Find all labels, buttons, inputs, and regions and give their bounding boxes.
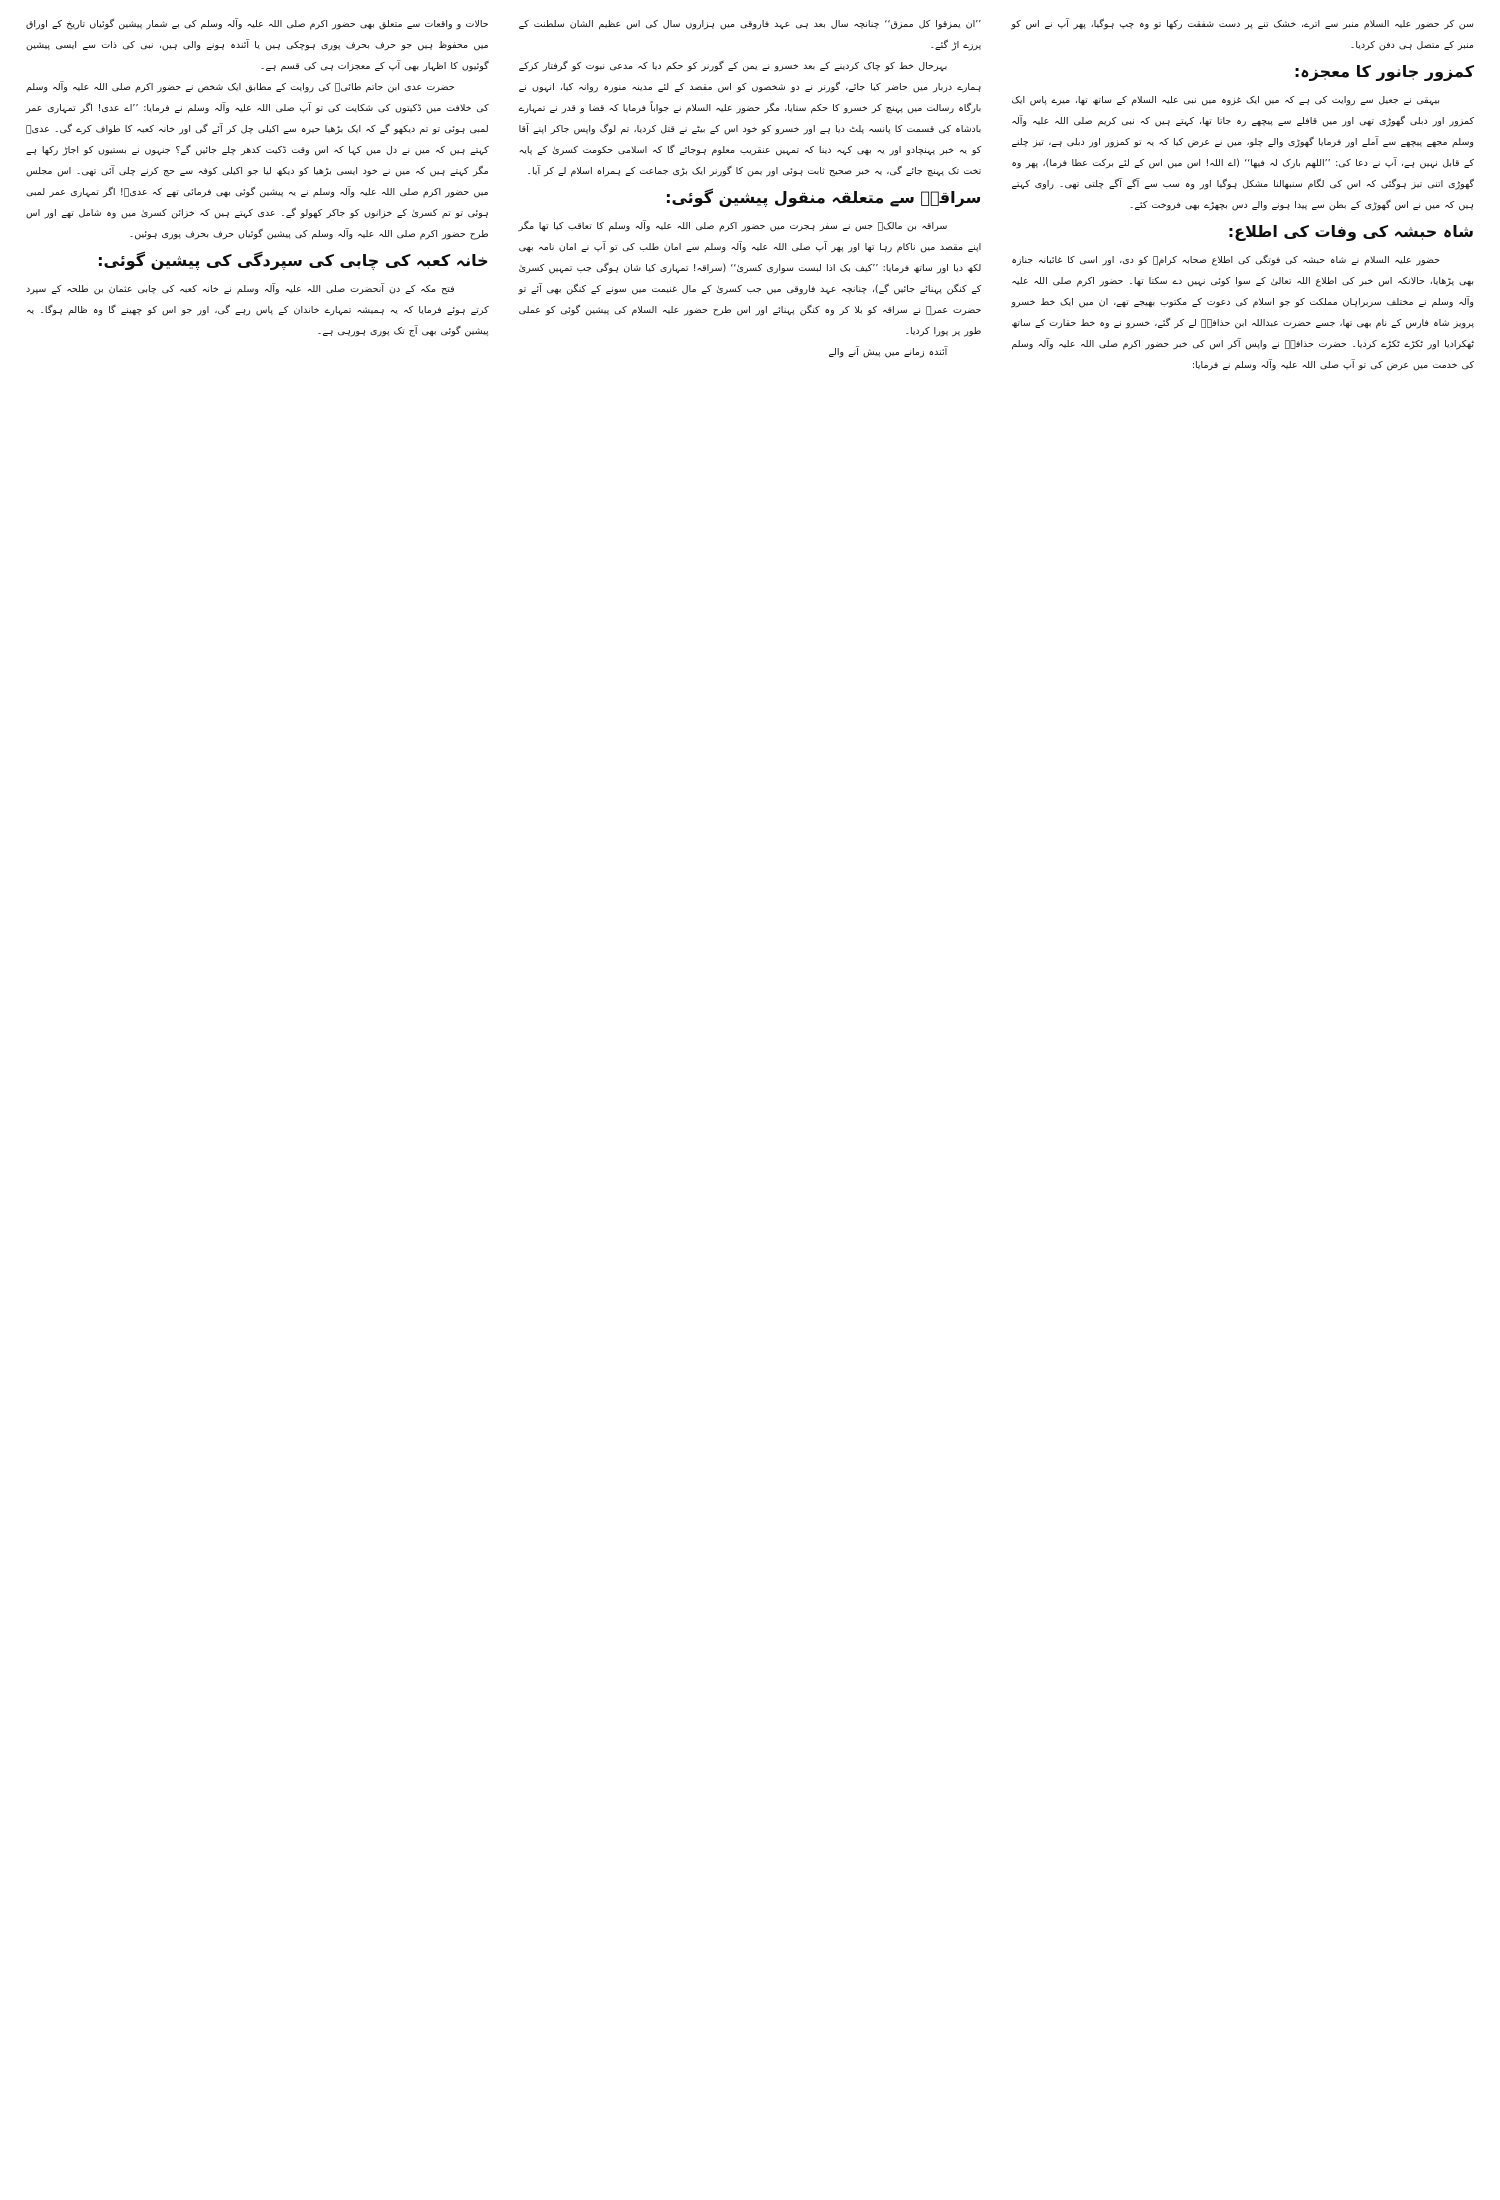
column-middle xyxy=(519,14,982,2200)
paragraph: حضور علیہ السلام نے شاہ حبشہ کی فوتگی کی اطلاع صحابہ کرامؓ کو دی، اور اسی کا غائبانہ جنازہ بھی پڑھایا، حالانکہ اس خبر کی اطلاع اللہ تعالیٰ کے سوا کوئی نہیں دے سکتا تھا۔ حضور اکرم صلی اللہ علیہ وآلہ وسلم نے مختلف سربراہان مملکت کو جو اسلام کی دعوت کے مکتوب بھیجے تھے، ان میں ایک خط خسرو پرویز شاہ فارس کے نام بھی تھا، جسے حضرت عبداللہ ابن حذافہؓ لے کر گئے، خسرو نے وہ خط حقارت کے ساتھ ٹھکرادیا اور ٹکڑے ٹکڑے کردیا۔ حضرت حذافہؓ نے واپس آکر اس کی خبر حضور اکرم صلی اللہ علیہ وآلہ وسلم کی خدمت میں عرض کی تو آپ صلی اللہ علیہ وآلہ وسلم نے فرمایا: xyxy=(1011,255,1474,371)
section-heading-king-abyssinia-death: شاہ حبشہ کی وفات کی اطلاع: xyxy=(1227,222,1474,241)
paragraph: بہرحال خط کو چاک کردینے کے بعد خسرو نے یمن کے گورنر کو حکم دیا کہ مدعی نبوت کو گرفتار کرکے ہمارے دربار میں حاضر کیا جائے، گورنر نے دو شخصوں کو اس مقصد کے لئے مدینہ منورہ روانہ کیا، انہوں نے بارگاہ رسالت میں پہنچ کر خسرو کا حکم سنایا، مگر حضور علیہ السلام نے جواباً فرمایا کہ قضا و قدر نے تمہارے بادشاہ کی قسمت کا پانسہ پلٹ دیا ہے اور خسرو کو خود اس کے بیٹے نے قتل کردیا، تم لوگ واپس جاکر اپنے آقا کو یہ خبر پہنچادو اور یہ بھی کہہ دینا کہ تمہیں عنقریب معلوم ہوجائے گا کہ اسلامی حکومت کسریٰ کے پایہ تخت تک پہنچ جائے گی، یہ خبر صحیح ثابت ہوئی اور یمن کا گورنر ایک بڑی جماعت کے ہمراہ اسلام لے کر آیا۔ xyxy=(518,61,982,177)
column-right xyxy=(1011,14,1474,2200)
paragraph: ’’ان یمزقوا کل ممزق‘‘ چنانچہ سال بعد ہی عہد فاروقی میں ہزاروں سال کی اس عظیم الشان سلطنت کے پرزے اڑ گئے۔ xyxy=(518,19,982,51)
column-left xyxy=(26,14,489,2200)
paragraph: بیہقی نے جعیل سے روایت کی ہے کہ میں ایک غزوہ میں نبی علیہ السلام کے ساتھ تھا، میرے پاس ایک کمزور اور دبلی گھوڑی تھی اور میں قافلے سے پیچھے رہ جاتا تھا، کہتے ہیں کہ نبی کریم صلی اللہ علیہ وآلہ وسلم مجھے پیچھے سے آملے اور فرمایا گھوڑی والے چلو، میں نے عرض کیا کہ یہ تو کمزور اور دبلی ہے، تیز چلنے کے قابل نہیں ہے، آپ نے دعا کی: ’’اللھم بارک لہ فیھا‘‘ (اے اللہ! اس میں اس کے لئے برکت عطا فرما)، پھر وہ گھوڑی اتنی تیز ہوگئی کہ اس کی لگام سنبھالنا مشکل ہوگیا اور وہ سب سے آگے آگے چلتی تھی۔ راوی کہتے ہیں کہ میں نے اس گھوڑی کے بطن سے پیدا ہونے والے دس بچھڑے بھی فروخت کئے۔ xyxy=(1011,95,1474,211)
section-heading-weak-animal-miracle: کمزور جانور کا معجزہ: xyxy=(1293,62,1474,81)
paragraph: سن کر حضور علیہ السلام منبر سے اترے، خشک تنے پر دست شفقت رکھا تو وہ چپ ہوگیا، پھر آپ نے اس کو منبر کے متصل ہی دفن کردیا۔ xyxy=(1011,19,1474,51)
paragraph: آئندہ زمانے میں پیش آنے والے xyxy=(828,347,948,358)
section-heading-suraqa-prophecy: سراقہؓ سے متعلقہ منقول پیشین گوئی: xyxy=(665,188,982,207)
paragraph: حضرت عدی ابن حاتم طائیؓ کی روایت کے مطابق ایک شخص نے حضور اکرم صلی اللہ علیہ وآلہ وسلم کی خلافت میں ڈکیتوں کی شکایت کی تو آپ صلی اللہ علیہ وآلہ وسلم نے فرمایا: ’’اے عدی! اگر تمہاری عمر لمبی ہوئی تو تم دیکھو گے کہ ایک بڑھیا حیرہ سے اکیلی چل کر آئے گی اور خانہ کعبہ کا طواف کرے گی۔ عدیؓ کہتے ہیں کہ میں نے دل میں کہا کہ اس وقت ڈکیت کدھر چلے جائیں گے؟ جنہوں نے بستیوں کو اجاڑ رکھا ہے مگر کہتے ہیں کہ میں نے خود ایسی بڑھیا کو دیکھ لیا جو اکیلی کوفہ سے حج کرنے چلی آئی تھی۔ اس مجلس میں حضور اکرم صلی اللہ علیہ وآلہ وسلم نے یہ پیشین گوئی بھی فرمائی تھے کہ عدیؓ! اگر تمہاری عمر لمبی ہوئی تو تم کسریٰ کے خزانوں کو جاکر کھولو گے۔ عدی کہتے ہیں کہ خزائن کسریٰ میں وہ شامل تھے اور اس طرح حضور اکرم صلی اللہ علیہ وآلہ وسلم کی پیشین گوئیاں حرف بحرف پوری ہوئیں۔ xyxy=(25,82,489,240)
paragraph: سراقہ بن مالکؓ جس نے سفر ہجرت میں حضور اکرم صلی اللہ علیہ وآلہ وسلم کا تعاقب کیا تھا مگر اپنے مقصد میں ناکام رہا تھا اور پھر آپ صلی اللہ علیہ وآلہ وسلم سے امان طلب کی تو آپ نے امان نامہ بھی لکھ دیا اور ساتھ فرمایا: ’’کیف بک اذا لبست سواری کسریٰ‘‘ (سراقہ! تمہاری کیا شان ہوگی جب تمہیں کسریٰ کے کنگن پہنائے جائیں گے)، چنانچہ عہد فاروقی میں جب کسریٰ کے مال غنیمت میں سونے کے کنگن بھی آئے تو حضرت عمرؓ نے سراقہ کو بلا کر وہ کنگن پہنائے اور اس طرح حضور علیہ السلام کی پیشین گوئی کو عملی طور پر پورا کردیا۔ xyxy=(518,221,982,337)
paragraph: فتح مکہ کے دن آنحضرت صلی اللہ علیہ وآلہ وسلم نے خانہ کعبہ کی چابی عثمان بن طلحہ کے سپرد کرتے ہوئے فرمایا کہ یہ ہمیشہ تمہارے خاندان کے پاس رہے گی، اور جو اس کو چھینے گا وہ ظالم ہوگا۔ یہ پیشین گوئی بھی آج تک پوری ہورہی ہے۔ xyxy=(25,284,489,337)
section-heading-kaaba-key-prophecy: خانہ کعبہ کی چابی کی سپردگی کی پیشین گوئی: xyxy=(97,251,489,270)
paragraph: حالات و واقعات سے متعلق بھی حضور اکرم صلی اللہ علیہ وآلہ وسلم کی بے شمار پیشین گوئیاں تاریخ کے اوراق میں محفوظ ہیں جو حرف بحرف پوری ہوچکی ہیں یا آئندہ ہونے والی ہیں، نبی کی ذات سے ایسی پیشین گوئیوں کا اظہار بھی آپ کے معجزات ہی کی قسم ہے۔ xyxy=(25,19,489,72)
